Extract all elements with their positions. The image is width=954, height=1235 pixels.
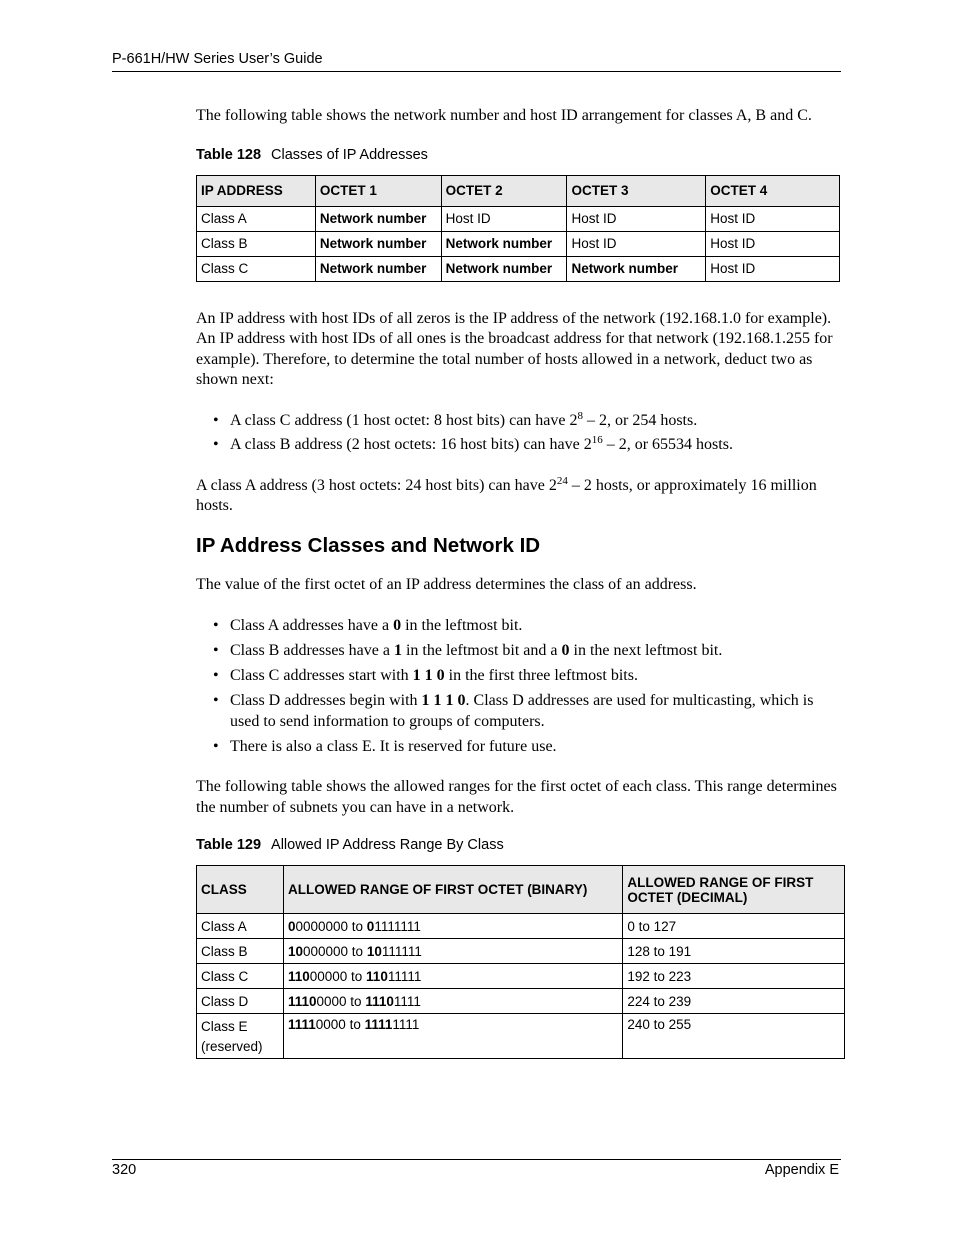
table-cell: 11110000 to 11111111 (283, 1014, 622, 1059)
table-row (197, 1014, 845, 1059)
bullet-icon: • (213, 436, 219, 453)
table-row (197, 964, 845, 989)
list-item: • There is also a class E. It is reserved for future use. (196, 737, 841, 758)
table-129-number: Table 129 (196, 837, 262, 853)
hosts-paragraph: An IP address with host IDs of all zeros is the IP address of the network (192.168.1.0 for example). An IP address with host IDs of all ones is the broadcast address for that network (192.168.1.255 for example). Therefore, to determine the total number of hosts allowed in a network, deduct two as shown next: (196, 309, 833, 388)
table-cell: Host ID (706, 206, 840, 231)
bullet-icon: • (213, 642, 219, 659)
bullet-icon: • (213, 667, 219, 684)
list-item: • A class B address (2 host octets: 16 host bits) can have $2^{16} - 2$, or 65534 hosts. (196, 435, 841, 456)
table-cell: 00000000 to 01111111 (283, 914, 622, 939)
table-cell: 11100000 to 11101111 (283, 989, 622, 1014)
range-paragraph: The following table shows the allowed ranges for the first octet of each class. This range determines the number of subnets you can have in a network. (196, 778, 837, 816)
section-paragraph: The value of the first octet of an IP address determines the class of an address. (196, 575, 697, 593)
table-cell: Class C (197, 256, 316, 281)
table-129-caption (196, 837, 841, 853)
table-128-header-cell: OCTET 4 (706, 175, 840, 206)
page-content (196, 106, 841, 1059)
list-item: • Class A addresses have a 0 in the leftmost bit. (196, 616, 841, 637)
table-128-number: Table 128 (196, 146, 262, 163)
header-rule (112, 71, 841, 72)
table-cell: Network number (315, 206, 441, 231)
table-128-header-row (197, 175, 840, 206)
table-128-header-cell: OCTET 2 (441, 175, 567, 206)
table-128-header-cell: IP ADDRESS (197, 175, 316, 206)
intro-paragraph: The following table shows the network number and host ID arrangement for classes A, B and C. (196, 107, 812, 124)
table-129-title: Allowed IP Address Range By Class (271, 837, 504, 853)
table-cell: Host ID (441, 206, 567, 231)
table-cell: 11000000 to 11011111 (283, 964, 622, 989)
table-cell: Class B (197, 231, 316, 256)
table-cell: Class D (197, 989, 284, 1014)
running-header: P-661H/HW Series User’s Guide (112, 51, 323, 67)
table-128-caption (196, 147, 841, 163)
bullet-icon: • (213, 617, 219, 634)
list-item: • A class C address (1 host octet: 8 host bits) can have $2^8 - 2$, or 254 hosts. (196, 411, 841, 432)
footer-rule (112, 1159, 841, 1160)
table-cell: Class A (197, 206, 316, 231)
table-cell: 10000000 to 10111111 (283, 939, 622, 964)
table-cell: Class A (197, 914, 284, 939)
page-number: 320 (112, 1162, 137, 1178)
table-129 (196, 865, 845, 1059)
table-128-header-cell: OCTET 1 (315, 175, 441, 206)
class-a-paragraph: A class A address (3 host octets: 24 host bits) can have $2^{24} - 2$ hosts, or approximately 16 million hosts. (196, 474, 817, 514)
table-cell: 224 to 239 (623, 989, 845, 1014)
table-cell: Host ID (706, 256, 840, 281)
table-cell: Host ID (567, 206, 706, 231)
table-row (197, 206, 840, 231)
table-129-header-cell: ALLOWED RANGE OF FIRST OCTET (DECIMAL) (623, 866, 845, 914)
table-row (197, 939, 845, 964)
table-cell: 240 to 255 (623, 1014, 845, 1059)
table-cell: 192 to 223 (623, 964, 845, 989)
table-cell: Host ID (706, 231, 840, 256)
bullet-icon: • (213, 411, 219, 429)
table-cell: Class E (reserved) (197, 1014, 284, 1059)
table-129-header-cell: CLASS (197, 866, 284, 914)
list-item: • Class D addresses begin with 1 1 1 0. Class D addresses are used for multicasting, which is used to send information to groups of computers. (213, 692, 814, 730)
table-cell: 0 to 127 (623, 914, 845, 939)
list-item: • Class B addresses have a 1 in the leftmost bit and a 0 in the next leftmost bit. (196, 641, 841, 662)
table-128-title: Classes of IP Addresses (271, 146, 428, 163)
table-128-header-cell: OCTET 3 (567, 175, 706, 206)
table-129-header-row (197, 866, 845, 914)
table-128 (196, 175, 840, 282)
table-cell: Network number (315, 256, 441, 281)
bullet-icon: • (213, 737, 219, 755)
footer-section: Appendix E (764, 1162, 839, 1178)
table-cell: Host ID (567, 231, 706, 256)
class-bit-list (196, 616, 841, 757)
list-item: • Class C addresses start with 1 1 0 in the first three leftmost bits. (196, 666, 841, 687)
section-heading: IP Address Classes and Network ID (196, 533, 541, 557)
bullet-icon: • (213, 692, 219, 709)
table-cell: Class C (197, 964, 284, 989)
table-cell: Network number (441, 256, 567, 281)
table-row (197, 256, 840, 281)
table-cell: Network number (441, 231, 567, 256)
table-cell: Network number (567, 256, 706, 281)
table-row (197, 914, 845, 939)
table-row (197, 231, 840, 256)
host-count-list (196, 411, 841, 456)
table-row (197, 989, 845, 1014)
table-cell: 128 to 191 (623, 939, 845, 964)
table-129-header-cell: ALLOWED RANGE OF FIRST OCTET (BINARY) (283, 866, 622, 914)
table-cell: Class B (197, 939, 284, 964)
table-cell: Network number (315, 231, 441, 256)
